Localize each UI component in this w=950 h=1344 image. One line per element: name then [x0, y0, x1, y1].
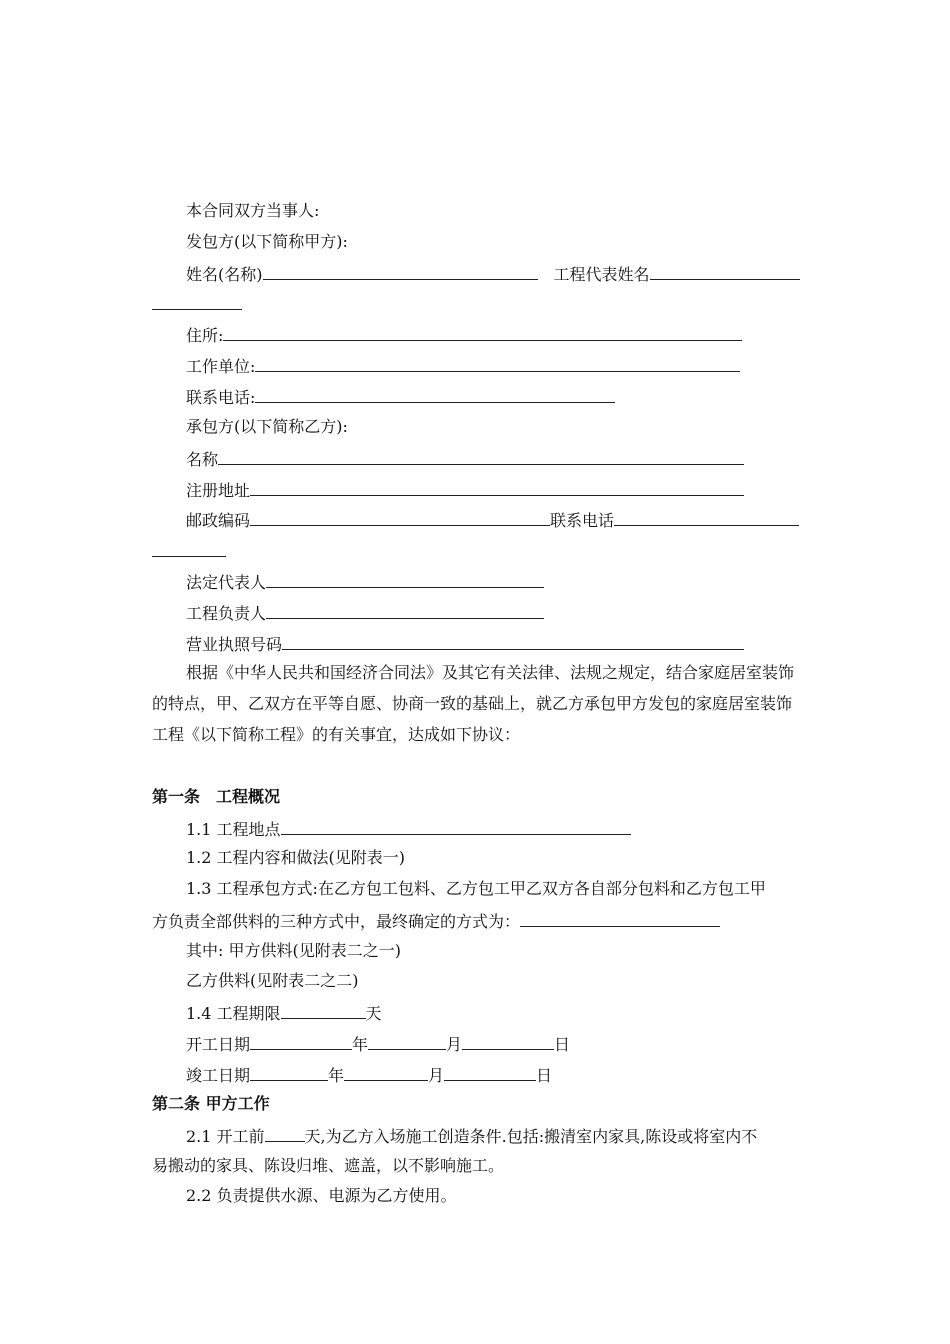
article-1-title: 工程概况: [216, 787, 281, 806]
item-1-4-row: [186, 1001, 382, 1023]
end-day-field[interactable]: [444, 1063, 536, 1081]
party-b-reg-address-field[interactable]: [250, 478, 744, 496]
party-b-name-field[interactable]: [218, 447, 744, 465]
party-b-reg-address-row: [186, 478, 744, 500]
supply-a: 其中: 甲方供料(见附表二之一): [186, 941, 401, 960]
party-a-phone-label: 联系电话:: [186, 388, 256, 407]
party-b-phone-field-cont: [152, 539, 226, 561]
party-b-license-label: 营业执照号码: [186, 635, 283, 654]
start-year-field[interactable]: [250, 1032, 352, 1050]
item-2-2: 2.2 负责提供水源、电源为乙方使用。: [186, 1186, 457, 1205]
party-b-legal-rep-row: [186, 570, 544, 592]
party-a-rep-field[interactable]: [650, 262, 800, 280]
party-b-license-row: [186, 632, 744, 654]
start-date-label: 开工日期: [186, 1035, 251, 1054]
party-b-manager-label: 工程负责人: [186, 604, 267, 623]
site-location-field[interactable]: [281, 817, 631, 835]
party-b-phone-label: 联系电话: [550, 511, 615, 530]
article-1-heading: [152, 786, 280, 808]
party-b-postcode-row: [186, 508, 799, 530]
month-unit: 月: [428, 1066, 445, 1085]
start-month-field[interactable]: [368, 1032, 446, 1050]
party-a-address-label: 住所:: [186, 326, 224, 345]
item-1-4-label: 1.4 工程期限: [186, 1004, 281, 1023]
party-b-postcode-label: 邮政编码: [186, 511, 251, 530]
party-a-title: 发包方(以下简称甲方):: [186, 232, 348, 251]
item-2-1-label: 2.1 开工前: [186, 1127, 265, 1146]
party-b-postcode-field[interactable]: [250, 508, 550, 526]
item-2-1-line-2: 易搬动的家具、陈设归堆、遮盖，以不影响施工。: [152, 1156, 505, 1175]
party-a-name-label: 姓名(名称): [186, 265, 263, 284]
party-a-employer-label: 工作单位:: [186, 357, 256, 376]
party-a-address-field[interactable]: [223, 323, 742, 341]
party-b-manager-row: [186, 601, 544, 623]
month-unit: 月: [446, 1035, 463, 1054]
party-b-phone-field[interactable]: [614, 508, 799, 526]
article-2-heading: 第二条 甲方工作: [152, 1094, 270, 1113]
party-b-name-row: [186, 447, 744, 469]
start-day-field[interactable]: [462, 1032, 554, 1050]
item-1-1-row: [186, 817, 631, 839]
party-b-reg-address-label: 注册地址: [186, 481, 251, 500]
party-a-name-field[interactable]: [263, 262, 538, 280]
party-a-phone-field[interactable]: [255, 385, 615, 403]
party-a-address-row: [186, 323, 742, 345]
item-1-3-line-2: 方负责全部供料的三种方式中，最终确定的方式为：: [152, 912, 521, 931]
party-b-name-label: 名称: [186, 450, 219, 469]
day-unit: 日: [554, 1035, 571, 1054]
duration-days-field[interactable]: [281, 1001, 366, 1019]
party-b-title: 承包方(以下简称乙方):: [186, 417, 348, 436]
end-date-label: 竣工日期: [186, 1066, 251, 1085]
item-2-1-text: 天,为乙方入场施工创造条件.包括:搬清室内家具,陈设或将室内不: [304, 1127, 758, 1146]
end-date-row: [186, 1063, 552, 1085]
prep-days-field[interactable]: [265, 1124, 305, 1142]
day-unit: 日: [536, 1066, 553, 1085]
year-unit: 年: [328, 1066, 345, 1085]
preamble-line-2: 的特点，甲、乙双方在平等自愿、协商一致的基础上，就乙方承包甲方发包的家庭居室装饰: [152, 694, 793, 713]
item-1-3-line-1: 1.3 工程承包方式:在乙方包工包料、乙方包工甲乙双方各自部分包料和乙方包工甲: [186, 879, 766, 898]
party-b-legal-rep-label: 法定代表人: [186, 573, 267, 592]
preamble-line-3: 工程《以下简称工程》的有关事宜，达成如下协议：: [152, 725, 521, 744]
party-a-phone-row: [186, 385, 615, 407]
end-year-field[interactable]: [250, 1063, 328, 1081]
start-date-row: [186, 1032, 570, 1054]
party-a-employer-row: [186, 354, 740, 376]
item-1-1-label: 1.1 工程地点: [186, 820, 281, 839]
party-a-rep-field-cont: [152, 292, 242, 314]
supply-b: 乙方供料(见附表二之二): [186, 971, 359, 990]
article-1-number: 第一条: [152, 787, 201, 806]
party-b-license-field[interactable]: [282, 632, 744, 650]
end-month-field[interactable]: [344, 1063, 428, 1081]
party-b-manager-field[interactable]: [266, 601, 544, 619]
party-b-legal-rep-field[interactable]: [266, 570, 544, 588]
item-1-2: 1.2 工程内容和做法(见附表一): [186, 848, 406, 867]
item-2-1-row: [186, 1124, 757, 1146]
days-unit: 天: [365, 1004, 382, 1023]
intro-text: 本合同双方当事人:: [186, 201, 320, 220]
preamble-line-1: 根据《中华人民共和国经济合同法》及其它有关法律、法规之规定，结合家庭居室装饰: [186, 663, 795, 682]
party-a-rep-label: 工程代表姓名: [553, 265, 650, 284]
year-unit: 年: [352, 1035, 369, 1054]
party-a-name-row: [186, 262, 800, 284]
item-1-3-line-2-row: [152, 909, 720, 931]
party-a-employer-field[interactable]: [255, 354, 740, 372]
contract-method-field[interactable]: [520, 909, 720, 927]
